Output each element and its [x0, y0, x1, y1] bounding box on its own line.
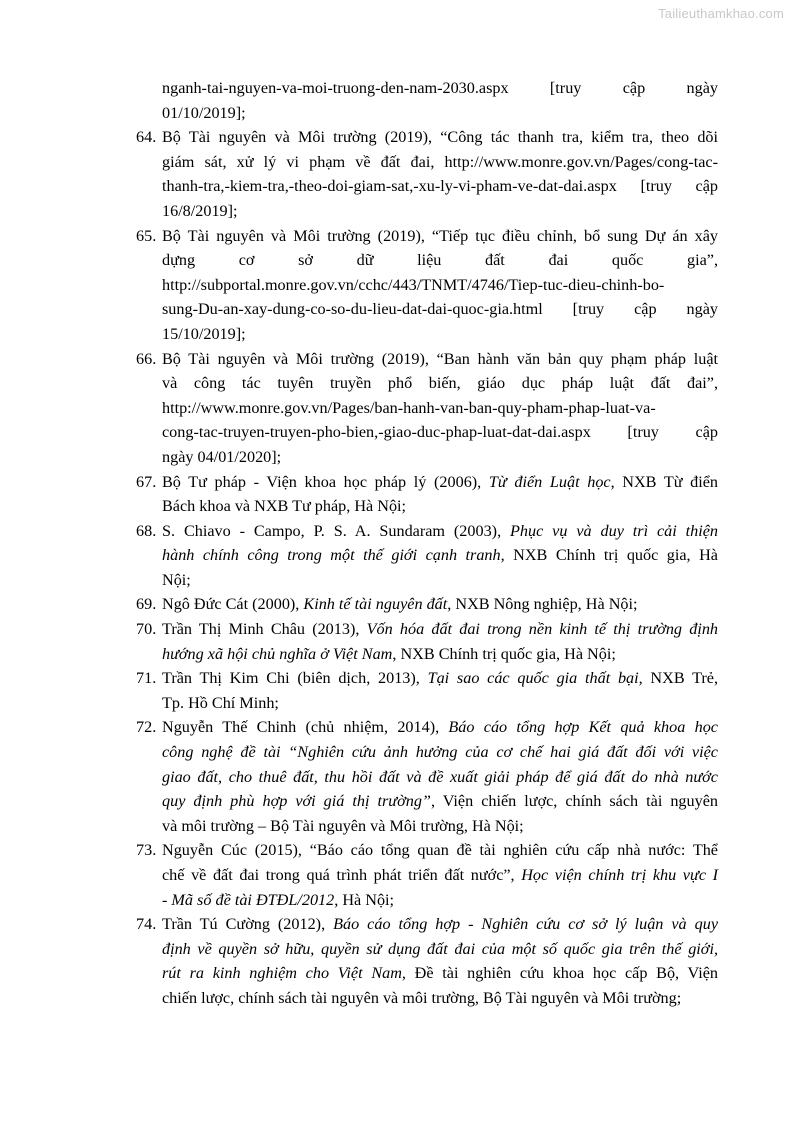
- reference-number: 72.: [136, 718, 157, 737]
- reference-item: [136, 838, 718, 912]
- reference-line: [162, 642, 718, 667]
- reference-item: [136, 347, 718, 470]
- reference-line: [162, 691, 718, 716]
- reference-text: giám sát, xử lý vi phạm về đất đai, http://www.monre.gov.vn/Pages/cong-tac-: [162, 152, 718, 171]
- reference-line: [162, 445, 718, 470]
- reference-title-text: hành chính công trong một thế giới cạnh tranh,: [162, 546, 505, 565]
- reference-line: [162, 125, 718, 150]
- reference-text: thanh-tra,-kiem-tra,-theo-doi-giam-sat,-xu-ly-vi-pham-ve-dat-dai.aspx [truy cập: [162, 177, 718, 196]
- reference-line: [162, 912, 718, 937]
- reference-line: [162, 273, 718, 298]
- reference-line: [162, 420, 718, 445]
- reference-line: [162, 199, 718, 224]
- reference-text: Bộ Tài nguyên và Môi trường (2019), “Ban hành văn bản quy phạm pháp luật: [162, 349, 718, 368]
- reference-text: http://subportal.monre.gov.vn/cchc/443/TNMT/4746/Tiep-tuc-dieu-chinh-bo-: [162, 275, 665, 294]
- reference-line: [162, 568, 718, 593]
- reference-line: [162, 470, 718, 495]
- reference-text: 15/10/2019];: [162, 324, 246, 343]
- reference-text: , NXB Chính trị quốc gia, Hà Nội;: [392, 644, 616, 663]
- reference-text: Bộ Tài nguyên và Môi trường (2019), “Tiếp tục điều chỉnh, bổ sung Dự án xây: [162, 226, 718, 245]
- reference-text: và môi trường – Bộ Tài nguyên và Môi trường, Hà Nội;: [162, 816, 524, 835]
- reference-title-text: Báo cáo tổng hợp Kết quả khoa học: [448, 718, 718, 737]
- reference-title-text: Từ điển Luật học: [488, 472, 611, 491]
- reference-text: sung-Du-an-xay-dung-co-so-du-lieu-dat-dai-quoc-gia.html [truy cập ngày: [162, 300, 718, 319]
- reference-text: cong-tac-truyen-truyen-pho-bien,-giao-duc-phap-luat-dat-dai.aspx [truy cập: [162, 423, 718, 442]
- reference-number: 64.: [136, 128, 157, 147]
- reference-title-text: Tại sao các quốc gia thất bại,: [427, 669, 643, 688]
- reference-title-text: Kinh tế tài nguyên đất: [303, 595, 448, 614]
- reference-text: 01/10/2019];: [162, 103, 246, 122]
- reference-title-text: Phục vụ và duy trì cải thiện: [510, 521, 718, 540]
- reference-line: [162, 666, 718, 691]
- reference-text: Nguyễn Thế Chinh (chủ nhiệm, 2014),: [162, 718, 449, 737]
- reference-title-text: Vốn hóa đất đai trong nền kinh tế thị trường định: [366, 620, 719, 639]
- reference-text: Nội;: [162, 570, 191, 589]
- reference-title-text: Báo cáo tổng hợp - Nghiên cứu cơ sở lý luận và quy: [333, 915, 719, 934]
- reference-text: Trần Thị Minh Châu (2013),: [162, 620, 367, 639]
- reference-text: NXB Chính trị quốc gia, Hà: [504, 546, 718, 565]
- reference-text: , NXB Nông nghiệp, Hà Nội;: [447, 595, 638, 614]
- reference-title-text: hướng xã hội chủ nghĩa ở Việt Nam: [162, 644, 393, 663]
- reference-line: [162, 519, 718, 544]
- reference-item: [136, 715, 718, 838]
- reference-title-text: - Mã số đề tài ĐTĐL/2012: [162, 890, 335, 909]
- reference-text: NXB Trẻ,: [642, 669, 719, 688]
- reference-text: Trần Thị Kim Chi (biên dịch, 2013),: [162, 669, 428, 688]
- reference-title-text: quy định phù hợp với giá thị trường”: [162, 792, 431, 811]
- reference-line: [162, 961, 718, 986]
- reference-number: 65.: [136, 226, 157, 245]
- reference-text: Bách khoa và NXB Tư pháp, Hà Nội;: [162, 497, 407, 516]
- reference-line: [162, 789, 718, 814]
- reference-text: , Viện chiến lược, chính sách tài nguyên: [430, 792, 718, 811]
- reference-line: [162, 371, 718, 396]
- reference-line: [162, 986, 718, 1011]
- reference-text: , NXB Từ điển: [610, 472, 718, 491]
- reference-item: [136, 666, 718, 715]
- reference-line: [162, 174, 718, 199]
- reference-line: [162, 150, 718, 175]
- reference-title-text: rút ra kinh nghiệm cho Việt Nam,: [162, 964, 406, 983]
- reference-item: [136, 224, 718, 347]
- reference-text: Bộ Tư pháp - Viện khoa học pháp lý (2006),: [162, 472, 489, 491]
- reference-item: [136, 912, 718, 1010]
- reference-text: Nguyễn Cúc (2015), “Báo cáo tổng quan đề tài nghiên cứu cấp nhà nước: Thể: [162, 841, 718, 860]
- reference-text: , Hà Nội;: [334, 890, 395, 909]
- reference-line: [162, 494, 718, 519]
- reference-title-text: định về quyền sở hữu, quyền sử dụng đất đai của một số quốc gia trên thế giới,: [162, 939, 718, 958]
- reference-text: Trần Tú Cường (2012),: [162, 915, 334, 934]
- reference-text: 16/8/2019];: [162, 201, 238, 220]
- reference-line: [162, 224, 718, 249]
- reference-line: [162, 297, 718, 322]
- watermark: Tailieuthamkhao.com: [658, 6, 784, 21]
- reference-text: nganh-tai-nguyen-va-moi-truong-den-nam-2030.aspx [truy cập ngày: [162, 79, 718, 97]
- reference-line: [162, 592, 718, 617]
- reference-text: Đề tài nghiên cứu khoa học cấp Bộ, Viện: [405, 964, 718, 983]
- reference-text: ngày 04/01/2020];: [162, 447, 282, 466]
- reference-item: [136, 470, 718, 519]
- reference-number: 71.: [136, 669, 157, 688]
- reference-title-text: giao đất, cho thuê đất, thu hồi đất và đề xuất giải pháp để giá đất do nhà nước: [162, 767, 718, 786]
- reference-number: 70.: [136, 620, 157, 639]
- reference-number: 66.: [136, 349, 157, 368]
- reference-line: [162, 248, 718, 273]
- reference-item: [136, 519, 718, 593]
- reference-number: 73.: [136, 841, 157, 860]
- reference-text: và công tác tuyên truyền phổ biến, giáo dục pháp luật đất đai”,: [162, 374, 718, 393]
- reference-number: 67.: [136, 472, 157, 491]
- reference-number: 74.: [136, 915, 157, 934]
- reference-text: chiến lược, chính sách tài nguyên và môi trường, Bộ Tài nguyên và Môi trường;: [162, 988, 682, 1007]
- reference-title-text: Học viện chính trị khu vực I: [521, 866, 718, 884]
- reference-text: dựng cơ sở dữ liệu đất đai quốc gia”,: [162, 251, 718, 270]
- reference-text: S. Chiavo - Campo, P. S. A. Sundaram (2003),: [162, 521, 511, 540]
- reference-list: [136, 76, 718, 1011]
- reference-item: [136, 592, 718, 617]
- reference-item: [136, 125, 718, 223]
- reference-line: [162, 765, 718, 790]
- reference-line: [162, 396, 718, 421]
- reference-line: [162, 617, 718, 642]
- reference-text: Ngô Đức Cát (2000),: [162, 595, 304, 614]
- reference-line: [162, 543, 718, 568]
- reference-line: [162, 838, 718, 863]
- reference-line: [162, 322, 718, 347]
- reference-line: [162, 888, 718, 913]
- reference-line: [162, 715, 718, 740]
- reference-title-text: công nghệ đề tài “Nghiên cứu ảnh hưởng của cơ chế hai giá đất đối với việc: [162, 743, 718, 762]
- reference-line: [162, 740, 718, 765]
- reference-text: chế về đất đai trong quá trình phát triển đất nước”,: [162, 866, 522, 884]
- reference-line: [162, 76, 718, 101]
- reference-line: [162, 863, 718, 888]
- reference-line: [162, 814, 718, 839]
- reference-line: [162, 937, 718, 962]
- reference-number: 69.: [136, 595, 157, 614]
- reference-text: Bộ Tài nguyên và Môi trường (2019), “Công tác thanh tra, kiểm tra, theo dõi: [162, 128, 718, 147]
- reference-text: Tp. Hồ Chí Minh;: [162, 693, 279, 712]
- reference-item: [136, 617, 718, 666]
- reference-text: http://www.monre.gov.vn/Pages/ban-hanh-van-ban-quy-pham-phap-luat-va-: [162, 398, 656, 417]
- reference-line: [162, 101, 718, 126]
- reference-item: [136, 76, 718, 125]
- reference-number: 68.: [136, 521, 157, 540]
- reference-line: [162, 347, 718, 372]
